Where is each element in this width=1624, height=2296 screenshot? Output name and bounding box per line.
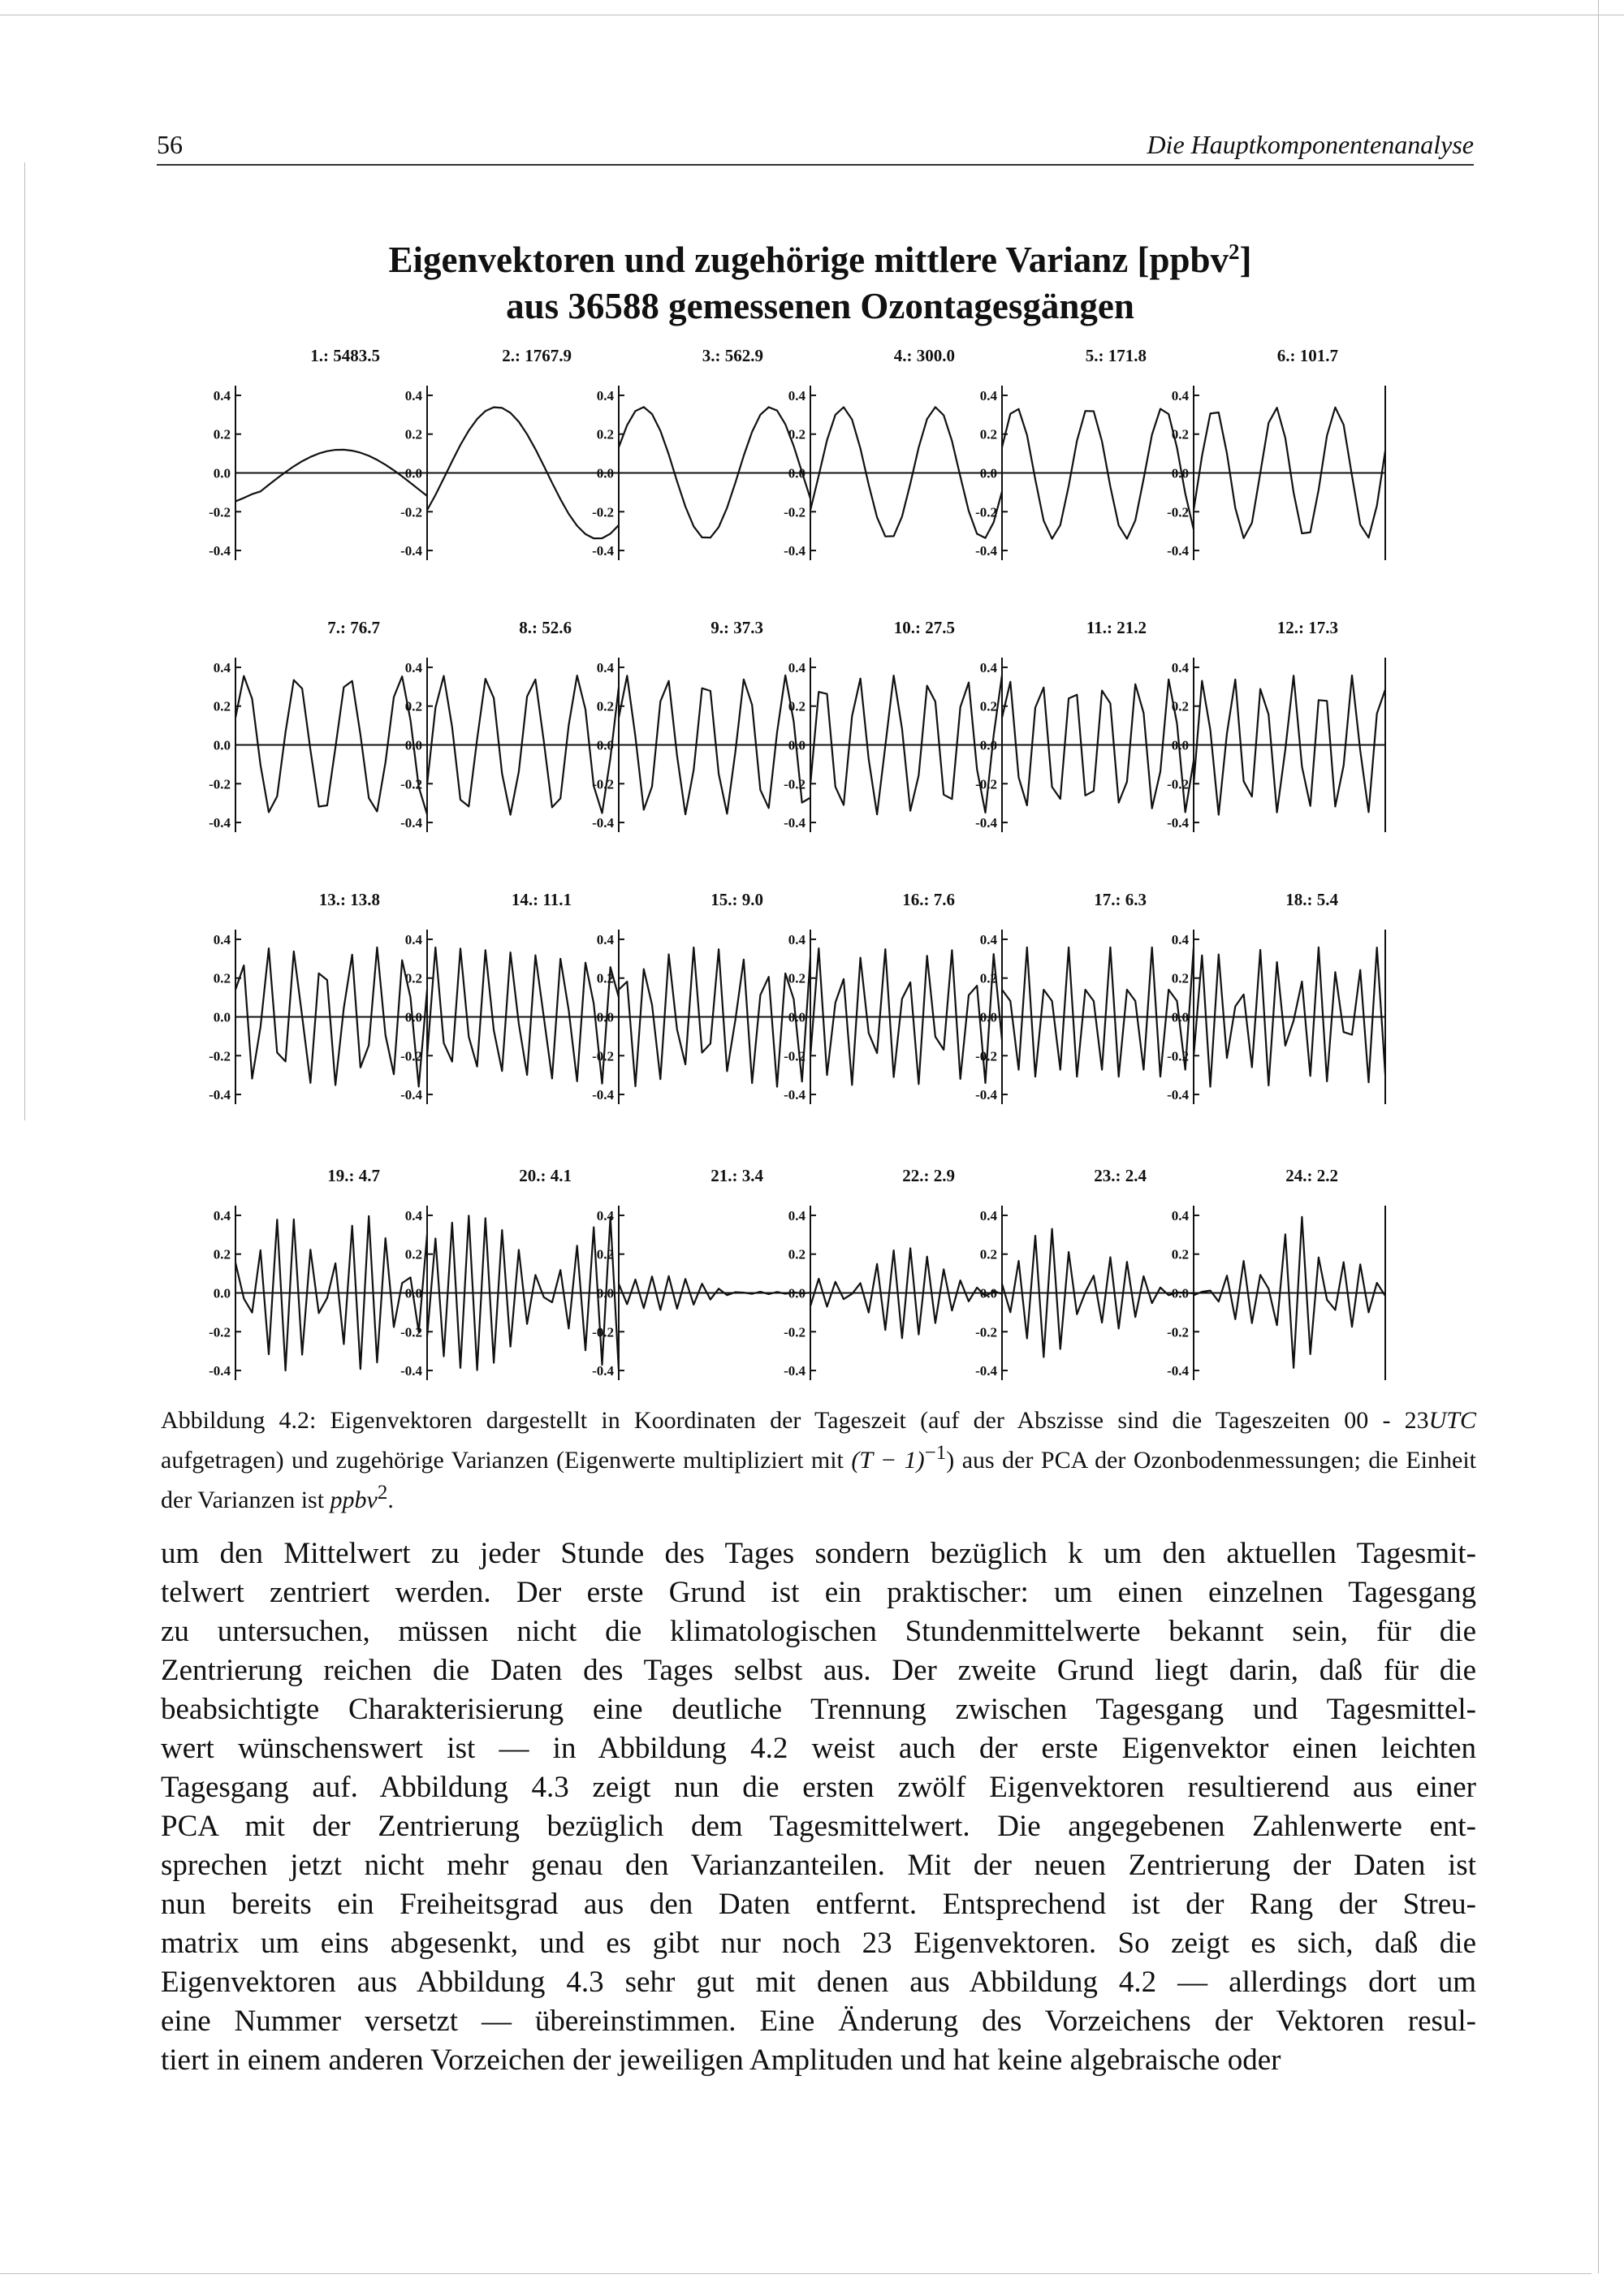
y-tick-label: 0.2	[979, 970, 997, 986]
y-tick-label: 0.4	[596, 659, 614, 675]
panel-label: 15.: 9.0	[710, 890, 763, 909]
y-tick-label: -0.4	[1167, 815, 1189, 831]
body-paragraph	[161, 1534, 1476, 2080]
eigenvector-panel	[400, 1166, 619, 1380]
y-tick-label: 0.2	[1171, 698, 1189, 714]
y-tick-label: 0.4	[596, 931, 614, 947]
y-tick-label: -0.2	[400, 504, 422, 520]
panel-label: 22.: 2.9	[902, 1166, 955, 1185]
y-tick-label: 0.4	[1171, 387, 1189, 404]
panel-label: 18.: 5.4	[1285, 890, 1338, 909]
eigenvector-panel	[209, 618, 427, 832]
y-tick-label: -0.4	[400, 1363, 422, 1379]
panel-label: 20.: 4.1	[519, 1166, 572, 1185]
eigenvector-panel	[209, 1166, 427, 1380]
eigenvector-curve	[427, 947, 619, 1084]
y-tick-label: 0.2	[1171, 1246, 1189, 1262]
y-tick-label: -0.2	[784, 1048, 806, 1064]
y-tick-label: -0.2	[975, 776, 997, 792]
y-tick-label: -0.2	[784, 1324, 806, 1340]
y-tick-label: 0.0	[979, 1285, 997, 1301]
y-tick-label: -0.4	[784, 1087, 806, 1103]
y-tick-label: -0.2	[209, 1048, 231, 1064]
eigenvector-panel	[784, 618, 1002, 832]
y-tick-label: 0.4	[788, 659, 806, 675]
y-tick-label: -0.4	[209, 1363, 231, 1379]
scan-edge-bottom	[0, 2273, 1592, 2274]
y-tick-label: -0.2	[209, 504, 231, 520]
body-lines	[161, 1534, 1476, 2080]
y-tick-label: 0.4	[404, 659, 422, 675]
y-tick-label: -0.4	[1167, 543, 1189, 559]
panel-label: 4.: 300.0	[893, 346, 955, 365]
y-tick-label: -0.2	[1167, 1048, 1189, 1064]
eigenvector-panel	[400, 890, 619, 1104]
y-tick-label: 0.0	[979, 1009, 997, 1025]
y-tick-label: 0.4	[213, 1207, 231, 1224]
y-tick-label: -0.4	[400, 543, 422, 559]
y-tick-label: 0.2	[788, 698, 806, 714]
y-tick-label: 0.4	[1171, 1207, 1189, 1224]
y-tick-label: -0.2	[400, 1324, 422, 1340]
y-tick-label: 0.4	[213, 387, 231, 404]
y-tick-label: 0.0	[596, 737, 614, 753]
panel-label: 17.: 6.3	[1094, 890, 1147, 909]
y-tick-label: -0.4	[400, 1087, 422, 1103]
body-line: telwert zentriert werden. Der erste Grund ist ein praktischer: um einen einzelnen Tagesgang	[161, 1576, 1476, 1609]
y-tick-label: 0.2	[979, 698, 997, 714]
y-tick-label: 0.4	[404, 931, 422, 947]
body-line: eine Nummer versetzt — übereinstimmen. Eine Änderung des Vorzeichens der Vektoren resul-	[161, 2005, 1476, 2038]
y-tick-label: -0.2	[784, 504, 806, 520]
eigenvector-panel	[592, 1166, 810, 1380]
eigenvector-panel	[1167, 1166, 1385, 1380]
body-line: um den Mittelwert zu jeder Stunde des Tages sondern bezüglich k um den aktuellen Tagesmit-	[161, 1537, 1476, 1570]
y-tick-label: 0.2	[213, 970, 231, 986]
y-tick-label: -0.2	[592, 776, 614, 792]
y-tick-label: 0.2	[404, 698, 422, 714]
y-tick-label: 0.2	[788, 970, 806, 986]
panel-label: 14.: 11.1	[511, 890, 572, 909]
y-tick-label: -0.2	[975, 1048, 997, 1064]
y-tick-label: -0.4	[209, 543, 231, 559]
y-tick-label: -0.4	[592, 543, 614, 559]
y-tick-label: 0.0	[1171, 1285, 1189, 1301]
y-tick-label: 0.2	[788, 1246, 806, 1262]
panel-label: 12.: 17.3	[1276, 618, 1338, 637]
y-tick-label: -0.2	[1167, 504, 1189, 520]
y-tick-label: 0.0	[979, 465, 997, 481]
y-tick-label: -0.2	[784, 776, 806, 792]
eigenvector-curve	[1002, 409, 1194, 539]
eigenvector-panel	[209, 346, 427, 560]
eigenvector-panel	[975, 618, 1194, 832]
y-tick-label: -0.4	[784, 1363, 806, 1379]
y-tick-label: 0.0	[596, 465, 614, 481]
eigenvector-panel	[209, 890, 427, 1104]
y-tick-label: 0.4	[1171, 659, 1189, 675]
y-tick-label: -0.2	[975, 504, 997, 520]
eigenvector-curve	[1002, 680, 1194, 813]
y-tick-label: 0.0	[1171, 1009, 1189, 1025]
eigenvector-panel	[400, 346, 619, 560]
y-tick-label: -0.2	[592, 1048, 614, 1064]
eigenvector-curve	[427, 1215, 619, 1370]
eigenvector-panel	[975, 346, 1194, 560]
y-tick-label: 0.0	[1171, 737, 1189, 753]
eigenvector-panel	[1167, 618, 1385, 832]
y-tick-label: 0.2	[979, 1246, 997, 1262]
page-number: 56	[157, 130, 183, 159]
y-tick-label: -0.4	[209, 1087, 231, 1103]
eigenvector-panel	[1167, 346, 1385, 560]
panel-label: 2.: 1767.9	[502, 346, 572, 365]
y-tick-label: 0.4	[213, 931, 231, 947]
y-tick-label: 0.0	[404, 1009, 422, 1025]
y-tick-label: 0.0	[1171, 465, 1189, 481]
body-line: beabsichtigte Charakterisierung eine deutliche Trennung zwischen Tagesgang und Tagesmittel-	[161, 1693, 1476, 1726]
body-line: PCA mit der Zentrierung bezüglich dem Tagesmittelwert. Die angegebenen Zahlenwerte ent-	[161, 1810, 1476, 1843]
panel-label: 9.: 37.3	[710, 618, 763, 637]
y-tick-label: -0.4	[1167, 1363, 1189, 1379]
panel-label: 19.: 4.7	[327, 1166, 380, 1185]
y-tick-label: 0.0	[979, 737, 997, 753]
y-tick-label: -0.4	[784, 543, 806, 559]
eigenvector-panel	[592, 618, 810, 832]
y-tick-label: 0.4	[596, 1207, 614, 1224]
y-tick-label: 0.2	[596, 970, 614, 986]
y-tick-label: -0.4	[1167, 1087, 1189, 1103]
y-tick-label: 0.2	[596, 698, 614, 714]
y-tick-label: 0.4	[788, 387, 806, 404]
running-title: Die Hauptkomponentenanalyse	[1147, 130, 1474, 159]
panel-label: 5.: 171.8	[1085, 346, 1147, 365]
body-line: Zentrierung reichen die Daten des Tages selbst aus. Der zweite Grund liegt darin, daß für die	[161, 1654, 1476, 1687]
y-tick-label: 0.2	[213, 698, 231, 714]
y-tick-label: 0.4	[788, 1207, 806, 1224]
figure-title-line1: Eigenvektoren und zugehörige mittlere Varianz [ppbv$^2$]	[388, 240, 1252, 280]
y-tick-label: -0.2	[975, 1324, 997, 1340]
y-tick-label: -0.4	[592, 1087, 614, 1103]
y-tick-label: 0.4	[979, 659, 997, 675]
eigenvector-panel	[592, 346, 810, 560]
y-tick-label: 0.0	[404, 465, 422, 481]
y-tick-label: 0.4	[979, 387, 997, 404]
body-line: Tagesgang auf. Abbildung 4.3 zeigt nun die ersten zwölf Eigenvektoren resultierend aus einer	[161, 1771, 1476, 1804]
eigenvector-panel	[975, 1166, 1194, 1380]
panel-label: 3.: 562.9	[702, 346, 763, 365]
eigenvector-curve	[619, 1276, 810, 1310]
eigenvector-panel	[784, 890, 1002, 1104]
y-tick-label: 0.0	[213, 1285, 231, 1301]
body-line: Eigenvektoren aus Abbildung 4.3 sehr gut mit denen aus Abbildung 4.2 — allerdings dort um	[161, 1966, 1476, 1999]
panel-label: 13.: 13.8	[318, 890, 380, 909]
figure-caption: Abbildung 4.2: Eigenvektoren dargestellt in Koordinaten der Tageszeit (auf der Abszisse sind die Tageszeiten 00 - 23UTC aufgetragen) und zugehörige Varianzen (Eigenwerte multipliziert mit $(T - 1)^{-1}$) aus der PCA der Ozonbodenmessungen; die Einheit der Varianzen ist ppbv$^2$.	[161, 1407, 1477, 1513]
y-tick-label: -0.2	[209, 1324, 231, 1340]
y-tick-label: 0.2	[404, 970, 422, 986]
y-tick-label: 0.2	[404, 426, 422, 442]
eigenvector-panel	[400, 618, 619, 832]
y-tick-label: 0.2	[1171, 426, 1189, 442]
y-tick-label: 0.4	[979, 1207, 997, 1224]
y-tick-label: -0.4	[975, 543, 997, 559]
y-tick-label: 0.0	[213, 737, 231, 753]
eigenvector-panel	[592, 890, 810, 1104]
y-tick-label: -0.4	[400, 815, 422, 831]
y-tick-label: 0.2	[213, 426, 231, 442]
panel-label: 23.: 2.4	[1094, 1166, 1147, 1185]
y-tick-label: -0.4	[975, 815, 997, 831]
y-tick-label: 0.4	[404, 387, 422, 404]
eigenvector-panel	[784, 346, 1002, 560]
y-tick-label: -0.4	[209, 815, 231, 831]
y-tick-label: 0.2	[596, 1246, 614, 1262]
panel-label: 24.: 2.2	[1285, 1166, 1338, 1185]
panel-label: 1.: 5483.5	[310, 346, 380, 365]
body-line: wert wünschenswert ist — in Abbildung 4.2 weist auch der erste Eigenvektor einen leichten	[161, 1732, 1476, 1765]
y-tick-label: 0.4	[213, 659, 231, 675]
y-tick-label: -0.2	[592, 1324, 614, 1340]
eigenvector-curve	[235, 450, 427, 502]
y-tick-label: 0.0	[404, 1285, 422, 1301]
y-tick-label: 0.0	[788, 737, 806, 753]
panel-label: 10.: 27.5	[893, 618, 955, 637]
y-tick-label: 0.4	[979, 931, 997, 947]
y-tick-label: 0.0	[404, 737, 422, 753]
y-tick-label: 0.0	[596, 1009, 614, 1025]
body-line: zu untersuchen, müssen nicht die klimatologischen Stundenmittelwerte bekannt sein, für die	[161, 1615, 1476, 1648]
y-tick-label: 0.2	[1171, 970, 1189, 986]
panel-label: 6.: 101.7	[1276, 346, 1338, 365]
panel-label: 7.: 76.7	[327, 618, 380, 637]
y-tick-label: 0.2	[596, 426, 614, 442]
y-tick-label: -0.2	[209, 776, 231, 792]
eigenvector-curve	[1002, 947, 1194, 1077]
y-tick-label: 0.2	[404, 1246, 422, 1262]
body-line: sprechen jetzt nicht mehr genau den Varianzanteilen. Mit der neuen Zentrierung der Daten ist	[161, 1849, 1476, 1882]
y-tick-label: 0.4	[404, 1207, 422, 1224]
y-tick-label: 0.0	[788, 465, 806, 481]
eigenvector-panel	[1167, 890, 1385, 1104]
y-tick-label: -0.2	[1167, 1324, 1189, 1340]
y-tick-label: -0.4	[592, 1363, 614, 1379]
y-tick-label: 0.0	[213, 465, 231, 481]
y-tick-label: 0.2	[788, 426, 806, 442]
panel-label: 11.: 21.2	[1086, 618, 1147, 637]
y-tick-label: 0.4	[1171, 931, 1189, 947]
y-tick-label: -0.2	[400, 776, 422, 792]
eigenvector-panel	[975, 890, 1194, 1104]
y-tick-label: -0.4	[975, 1363, 997, 1379]
y-tick-label: 0.4	[596, 387, 614, 404]
y-tick-label: 0.0	[788, 1285, 806, 1301]
y-tick-label: 0.2	[213, 1246, 231, 1262]
y-tick-label: -0.2	[1167, 776, 1189, 792]
eigenvector-curve	[1194, 1217, 1385, 1368]
y-tick-label: -0.4	[975, 1087, 997, 1103]
panel-label: 16.: 7.6	[902, 890, 955, 909]
y-tick-label: 0.0	[788, 1009, 806, 1025]
figure-title-line2: aus 36588 gemessenen Ozontagesgängen	[506, 286, 1134, 326]
panel-label: 8.: 52.6	[519, 618, 572, 637]
body-line: tiert in einem anderen Vorzeichen der jeweiligen Amplituden und hat keine algebraische oder	[161, 2044, 1281, 2077]
eigenvector-panel	[784, 1166, 1002, 1380]
y-tick-label: 0.0	[596, 1285, 614, 1301]
y-tick-label: -0.2	[592, 504, 614, 520]
y-tick-label: 0.2	[979, 426, 997, 442]
y-tick-label: -0.4	[592, 815, 614, 831]
y-tick-label: -0.2	[400, 1048, 422, 1064]
body-line: matrix um eins abgesenkt, und es gibt nur noch 23 Eigenvektoren. So zeigt es sich, daß die	[161, 1927, 1476, 1960]
y-tick-label: -0.4	[784, 815, 806, 831]
y-tick-label: 0.4	[788, 931, 806, 947]
panel-label: 21.: 3.4	[710, 1166, 763, 1185]
body-line: nun bereits ein Freiheitsgrad aus den Daten entfernt. Entsprechend ist der Rang der Streu-	[161, 1888, 1476, 1921]
y-tick-label: 0.0	[213, 1009, 231, 1025]
